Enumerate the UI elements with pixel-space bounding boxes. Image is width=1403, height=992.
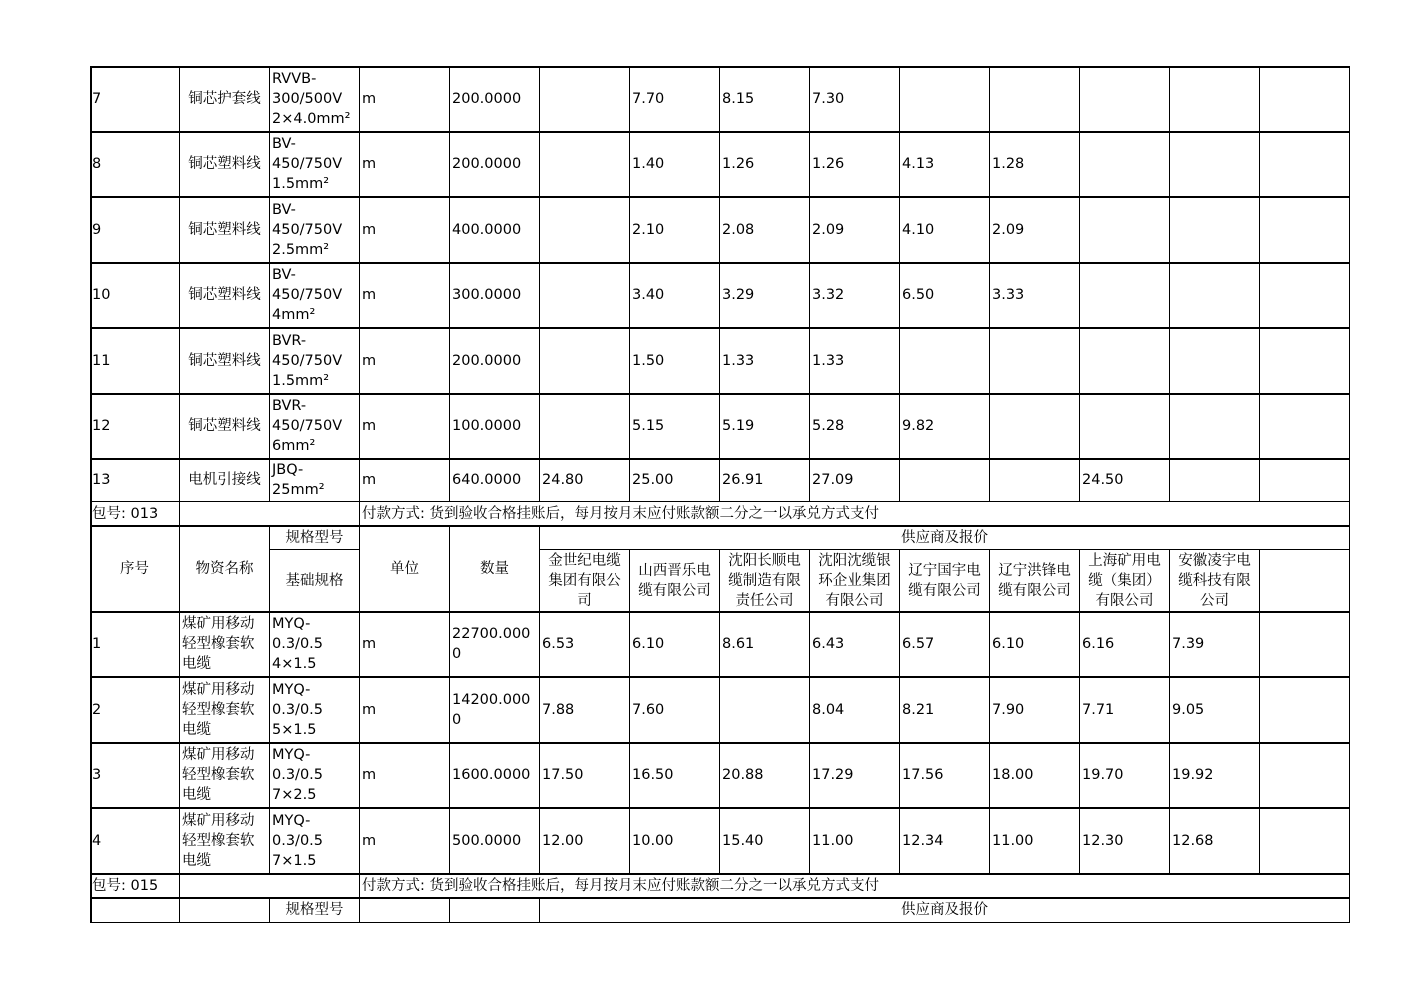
spec-model: MYQ- 0.3/0.5 4×1.5 bbox=[270, 612, 360, 677]
supplier-price-6 bbox=[990, 66, 1080, 132]
row-separator bbox=[90, 393, 1350, 395]
supplier-price-7 bbox=[1080, 197, 1170, 263]
supplier-price-2: 1.40 bbox=[630, 132, 720, 197]
quantity: 400.0000 bbox=[450, 197, 540, 263]
supplier-price-1 bbox=[540, 66, 630, 132]
supplier-price-1: 6.53 bbox=[540, 612, 630, 677]
supplier-price-4: 7.30 bbox=[810, 66, 900, 132]
row-separator bbox=[90, 131, 1350, 133]
material-name: 铜芯塑料线 bbox=[180, 328, 270, 394]
spec-model: BVR- 450/750V 1.5mm² bbox=[270, 328, 360, 394]
unit: m bbox=[360, 328, 450, 394]
spec-model: BV- 450/750V 1.5mm² bbox=[270, 132, 360, 197]
supplier-price-2: 10.00 bbox=[630, 808, 720, 874]
material-name: 铜芯塑料线 bbox=[180, 197, 270, 263]
supplier-price-9 bbox=[1260, 328, 1350, 394]
payment-terms: 付款方式: 货到验收合格挂账后，每月按月末应付账款额二分之一以承兑方式支付 bbox=[360, 874, 1350, 898]
material-name: 煤矿用移动 轻型橡套软 电缆 bbox=[180, 612, 270, 677]
row-number: 10 bbox=[90, 263, 180, 328]
unit: m bbox=[360, 459, 450, 502]
unit: m bbox=[360, 743, 450, 808]
unit: m bbox=[360, 197, 450, 263]
supplier-price-9 bbox=[1260, 132, 1350, 197]
supplier-price-5: 6.50 bbox=[900, 263, 990, 328]
supplier-price-7 bbox=[1080, 394, 1170, 459]
quantity: 1600.0000 bbox=[450, 743, 540, 808]
spec-model: MYQ- 0.3/0.5 5×1.5 bbox=[270, 677, 360, 743]
unit: m bbox=[360, 132, 450, 197]
supplier-price-8: 12.68 bbox=[1170, 808, 1260, 874]
supplier-price-2: 2.10 bbox=[630, 197, 720, 263]
row-number: 2 bbox=[90, 677, 180, 743]
package-blank bbox=[180, 874, 360, 898]
header-supplier-6: 辽宁洪锋电 缆有限公司 bbox=[990, 550, 1080, 612]
header-unit: 单位 bbox=[360, 526, 450, 612]
supplier-price-6: 11.00 bbox=[990, 808, 1080, 874]
supplier-price-1 bbox=[540, 197, 630, 263]
supplier-price-5: 12.34 bbox=[900, 808, 990, 874]
material-name: 铜芯塑料线 bbox=[180, 263, 270, 328]
supplier-price-6: 6.10 bbox=[990, 612, 1080, 677]
supplier-price-4: 8.04 bbox=[810, 677, 900, 743]
row-separator bbox=[90, 196, 1350, 198]
quantity: 200.0000 bbox=[450, 132, 540, 197]
row-separator bbox=[90, 742, 1350, 744]
supplier-price-9 bbox=[1260, 66, 1350, 132]
quantity: 300.0000 bbox=[450, 263, 540, 328]
supplier-price-4: 1.33 bbox=[810, 328, 900, 394]
header-material-name bbox=[180, 898, 270, 923]
spec-model: BVR- 450/750V 6mm² bbox=[270, 394, 360, 459]
supplier-price-8: 9.05 bbox=[1170, 677, 1260, 743]
supplier-price-5: 4.13 bbox=[900, 132, 990, 197]
header-supplier-7: 上海矿用电 缆（集团） 有限公司 bbox=[1080, 550, 1170, 612]
unit: m bbox=[360, 612, 450, 677]
supplier-price-9 bbox=[1260, 197, 1350, 263]
row-number: 12 bbox=[90, 394, 180, 459]
supplier-price-9 bbox=[1260, 612, 1350, 677]
supplier-price-1: 7.88 bbox=[540, 677, 630, 743]
header-quantity: 数量 bbox=[450, 526, 540, 612]
header-supplier-4: 沈阳沈缆银 环企业集团 有限公司 bbox=[810, 550, 900, 612]
supplier-price-5 bbox=[900, 66, 990, 132]
supplier-price-6 bbox=[990, 328, 1080, 394]
supplier-price-4: 6.43 bbox=[810, 612, 900, 677]
supplier-price-8 bbox=[1170, 66, 1260, 132]
supplier-price-3: 8.15 bbox=[720, 66, 810, 132]
row-separator bbox=[90, 676, 1350, 678]
supplier-price-8 bbox=[1170, 459, 1260, 502]
supplier-price-5 bbox=[900, 459, 990, 502]
supplier-price-4: 27.09 bbox=[810, 459, 900, 502]
supplier-price-9 bbox=[1260, 394, 1350, 459]
supplier-price-8: 19.92 bbox=[1170, 743, 1260, 808]
header-supplier-8: 安徽凌宇电 缆科技有限 公司 bbox=[1170, 550, 1260, 612]
header-supplier-3: 沈阳长顺电 缆制造有限 责任公司 bbox=[720, 550, 810, 612]
supplier-price-2: 16.50 bbox=[630, 743, 720, 808]
supplier-price-2: 5.15 bbox=[630, 394, 720, 459]
spec-model: BV- 450/750V 2.5mm² bbox=[270, 197, 360, 263]
row-separator bbox=[90, 458, 1350, 460]
supplier-price-7: 6.16 bbox=[1080, 612, 1170, 677]
supplier-price-6: 18.00 bbox=[990, 743, 1080, 808]
supplier-price-9 bbox=[1260, 263, 1350, 328]
header-unit bbox=[360, 898, 450, 923]
supplier-price-6: 3.33 bbox=[990, 263, 1080, 328]
header-no: 序号 bbox=[90, 526, 180, 612]
row-number: 4 bbox=[90, 808, 180, 874]
supplier-price-2: 6.10 bbox=[630, 612, 720, 677]
supplier-price-3: 1.33 bbox=[720, 328, 810, 394]
quantity: 14200.000 0 bbox=[450, 677, 540, 743]
supplier-price-1: 17.50 bbox=[540, 743, 630, 808]
supplier-price-2: 1.50 bbox=[630, 328, 720, 394]
supplier-price-3 bbox=[720, 677, 810, 743]
supplier-price-3: 26.91 bbox=[720, 459, 810, 502]
supplier-price-7 bbox=[1080, 132, 1170, 197]
spec-model: BV- 450/750V 4mm² bbox=[270, 263, 360, 328]
material-name: 铜芯护套线 bbox=[180, 66, 270, 132]
supplier-price-4: 11.00 bbox=[810, 808, 900, 874]
unit: m bbox=[360, 394, 450, 459]
supplier-price-4: 2.09 bbox=[810, 197, 900, 263]
supplier-price-2: 3.40 bbox=[630, 263, 720, 328]
header-supplier-9 bbox=[1260, 550, 1350, 612]
payment-terms: 付款方式: 货到验收合格挂账后，每月按月末应付账款额二分之一以承兑方式支付 bbox=[360, 502, 1350, 526]
supplier-price-5: 6.57 bbox=[900, 612, 990, 677]
supplier-price-3: 1.26 bbox=[720, 132, 810, 197]
supplier-price-6: 7.90 bbox=[990, 677, 1080, 743]
supplier-price-9 bbox=[1260, 743, 1350, 808]
supplier-price-3: 3.29 bbox=[720, 263, 810, 328]
supplier-price-7: 7.71 bbox=[1080, 677, 1170, 743]
package-number: 包号: 013 bbox=[90, 502, 180, 526]
unit: m bbox=[360, 66, 450, 132]
quantity: 22700.000 0 bbox=[450, 612, 540, 677]
supplier-price-8 bbox=[1170, 328, 1260, 394]
header-suppliers-title: 供应商及报价 bbox=[540, 898, 1350, 923]
supplier-price-8 bbox=[1170, 263, 1260, 328]
supplier-price-1: 24.80 bbox=[540, 459, 630, 502]
supplier-price-7: 19.70 bbox=[1080, 743, 1170, 808]
supplier-price-5: 4.10 bbox=[900, 197, 990, 263]
material-name: 煤矿用移动 轻型橡套软 电缆 bbox=[180, 677, 270, 743]
package-blank bbox=[180, 502, 360, 526]
header-suppliers-title: 供应商及报价 bbox=[540, 526, 1350, 550]
row-number: 8 bbox=[90, 132, 180, 197]
supplier-price-7 bbox=[1080, 263, 1170, 328]
supplier-price-7 bbox=[1080, 66, 1170, 132]
header-no bbox=[90, 898, 180, 923]
spec-model: MYQ- 0.3/0.5 7×1.5 bbox=[270, 808, 360, 874]
unit: m bbox=[360, 808, 450, 874]
supplier-price-5: 17.56 bbox=[900, 743, 990, 808]
supplier-price-5: 9.82 bbox=[900, 394, 990, 459]
row-number: 9 bbox=[90, 197, 180, 263]
supplier-price-3: 5.19 bbox=[720, 394, 810, 459]
supplier-price-9 bbox=[1260, 677, 1350, 743]
supplier-price-5: 8.21 bbox=[900, 677, 990, 743]
package-number: 包号: 015 bbox=[90, 874, 180, 898]
unit: m bbox=[360, 263, 450, 328]
unit: m bbox=[360, 677, 450, 743]
spec-model: MYQ- 0.3/0.5 7×2.5 bbox=[270, 743, 360, 808]
supplier-price-2: 7.60 bbox=[630, 677, 720, 743]
supplier-price-7: 12.30 bbox=[1080, 808, 1170, 874]
supplier-price-3: 20.88 bbox=[720, 743, 810, 808]
supplier-price-1: 12.00 bbox=[540, 808, 630, 874]
supplier-price-1 bbox=[540, 132, 630, 197]
supplier-price-4: 17.29 bbox=[810, 743, 900, 808]
supplier-price-1 bbox=[540, 328, 630, 394]
supplier-price-7: 24.50 bbox=[1080, 459, 1170, 502]
quantity: 200.0000 bbox=[450, 328, 540, 394]
material-name: 铜芯塑料线 bbox=[180, 394, 270, 459]
supplier-price-4: 1.26 bbox=[810, 132, 900, 197]
supplier-price-3: 8.61 bbox=[720, 612, 810, 677]
header-supplier-5: 辽宁国宇电 缆有限公司 bbox=[900, 550, 990, 612]
row-number: 3 bbox=[90, 743, 180, 808]
supplier-price-6 bbox=[990, 459, 1080, 502]
supplier-price-7 bbox=[1080, 328, 1170, 394]
material-name: 铜芯塑料线 bbox=[180, 132, 270, 197]
supplier-price-4: 3.32 bbox=[810, 263, 900, 328]
header-spec-model: 规格型号 bbox=[270, 898, 360, 923]
supplier-price-8 bbox=[1170, 394, 1260, 459]
material-name: 煤矿用移动 轻型橡套软 电缆 bbox=[180, 808, 270, 874]
supplier-price-9 bbox=[1260, 459, 1350, 502]
supplier-price-3: 2.08 bbox=[720, 197, 810, 263]
supplier-price-5 bbox=[900, 328, 990, 394]
header-material-name: 物资名称 bbox=[180, 526, 270, 612]
row-number: 13 bbox=[90, 459, 180, 502]
quantity: 500.0000 bbox=[450, 808, 540, 874]
material-name: 电机引接线 bbox=[180, 459, 270, 502]
spec-model: RVVB- 300/500V 2×4.0mm² bbox=[270, 66, 360, 132]
header-quantity bbox=[450, 898, 540, 923]
quantity: 640.0000 bbox=[450, 459, 540, 502]
supplier-price-2: 25.00 bbox=[630, 459, 720, 502]
spec-model: JBQ- 25mm² bbox=[270, 459, 360, 502]
row-number: 1 bbox=[90, 612, 180, 677]
row-separator bbox=[90, 327, 1350, 329]
row-number: 7 bbox=[90, 66, 180, 132]
supplier-price-6 bbox=[990, 394, 1080, 459]
supplier-price-2: 7.70 bbox=[630, 66, 720, 132]
header-spec-model: 规格型号 bbox=[270, 526, 360, 550]
supplier-price-9 bbox=[1260, 808, 1350, 874]
material-name: 煤矿用移动 轻型橡套软 电缆 bbox=[180, 743, 270, 808]
supplier-price-8 bbox=[1170, 132, 1260, 197]
supplier-price-8: 7.39 bbox=[1170, 612, 1260, 677]
supplier-price-6: 1.28 bbox=[990, 132, 1080, 197]
row-separator bbox=[90, 807, 1350, 809]
quantity: 200.0000 bbox=[450, 66, 540, 132]
header-spec-basic: 基础规格 bbox=[270, 550, 360, 612]
row-number: 11 bbox=[90, 328, 180, 394]
supplier-price-6: 2.09 bbox=[990, 197, 1080, 263]
header-supplier-2: 山西晋乐电 缆有限公司 bbox=[630, 550, 720, 612]
supplier-price-8 bbox=[1170, 197, 1260, 263]
quantity: 100.0000 bbox=[450, 394, 540, 459]
supplier-price-1 bbox=[540, 394, 630, 459]
supplier-price-3: 15.40 bbox=[720, 808, 810, 874]
supplier-price-1 bbox=[540, 263, 630, 328]
row-separator bbox=[90, 262, 1350, 264]
supplier-price-4: 5.28 bbox=[810, 394, 900, 459]
header-supplier-1: 金世纪电缆 集团有限公 司 bbox=[540, 550, 630, 612]
price-comparison-sheet bbox=[90, 66, 1350, 923]
